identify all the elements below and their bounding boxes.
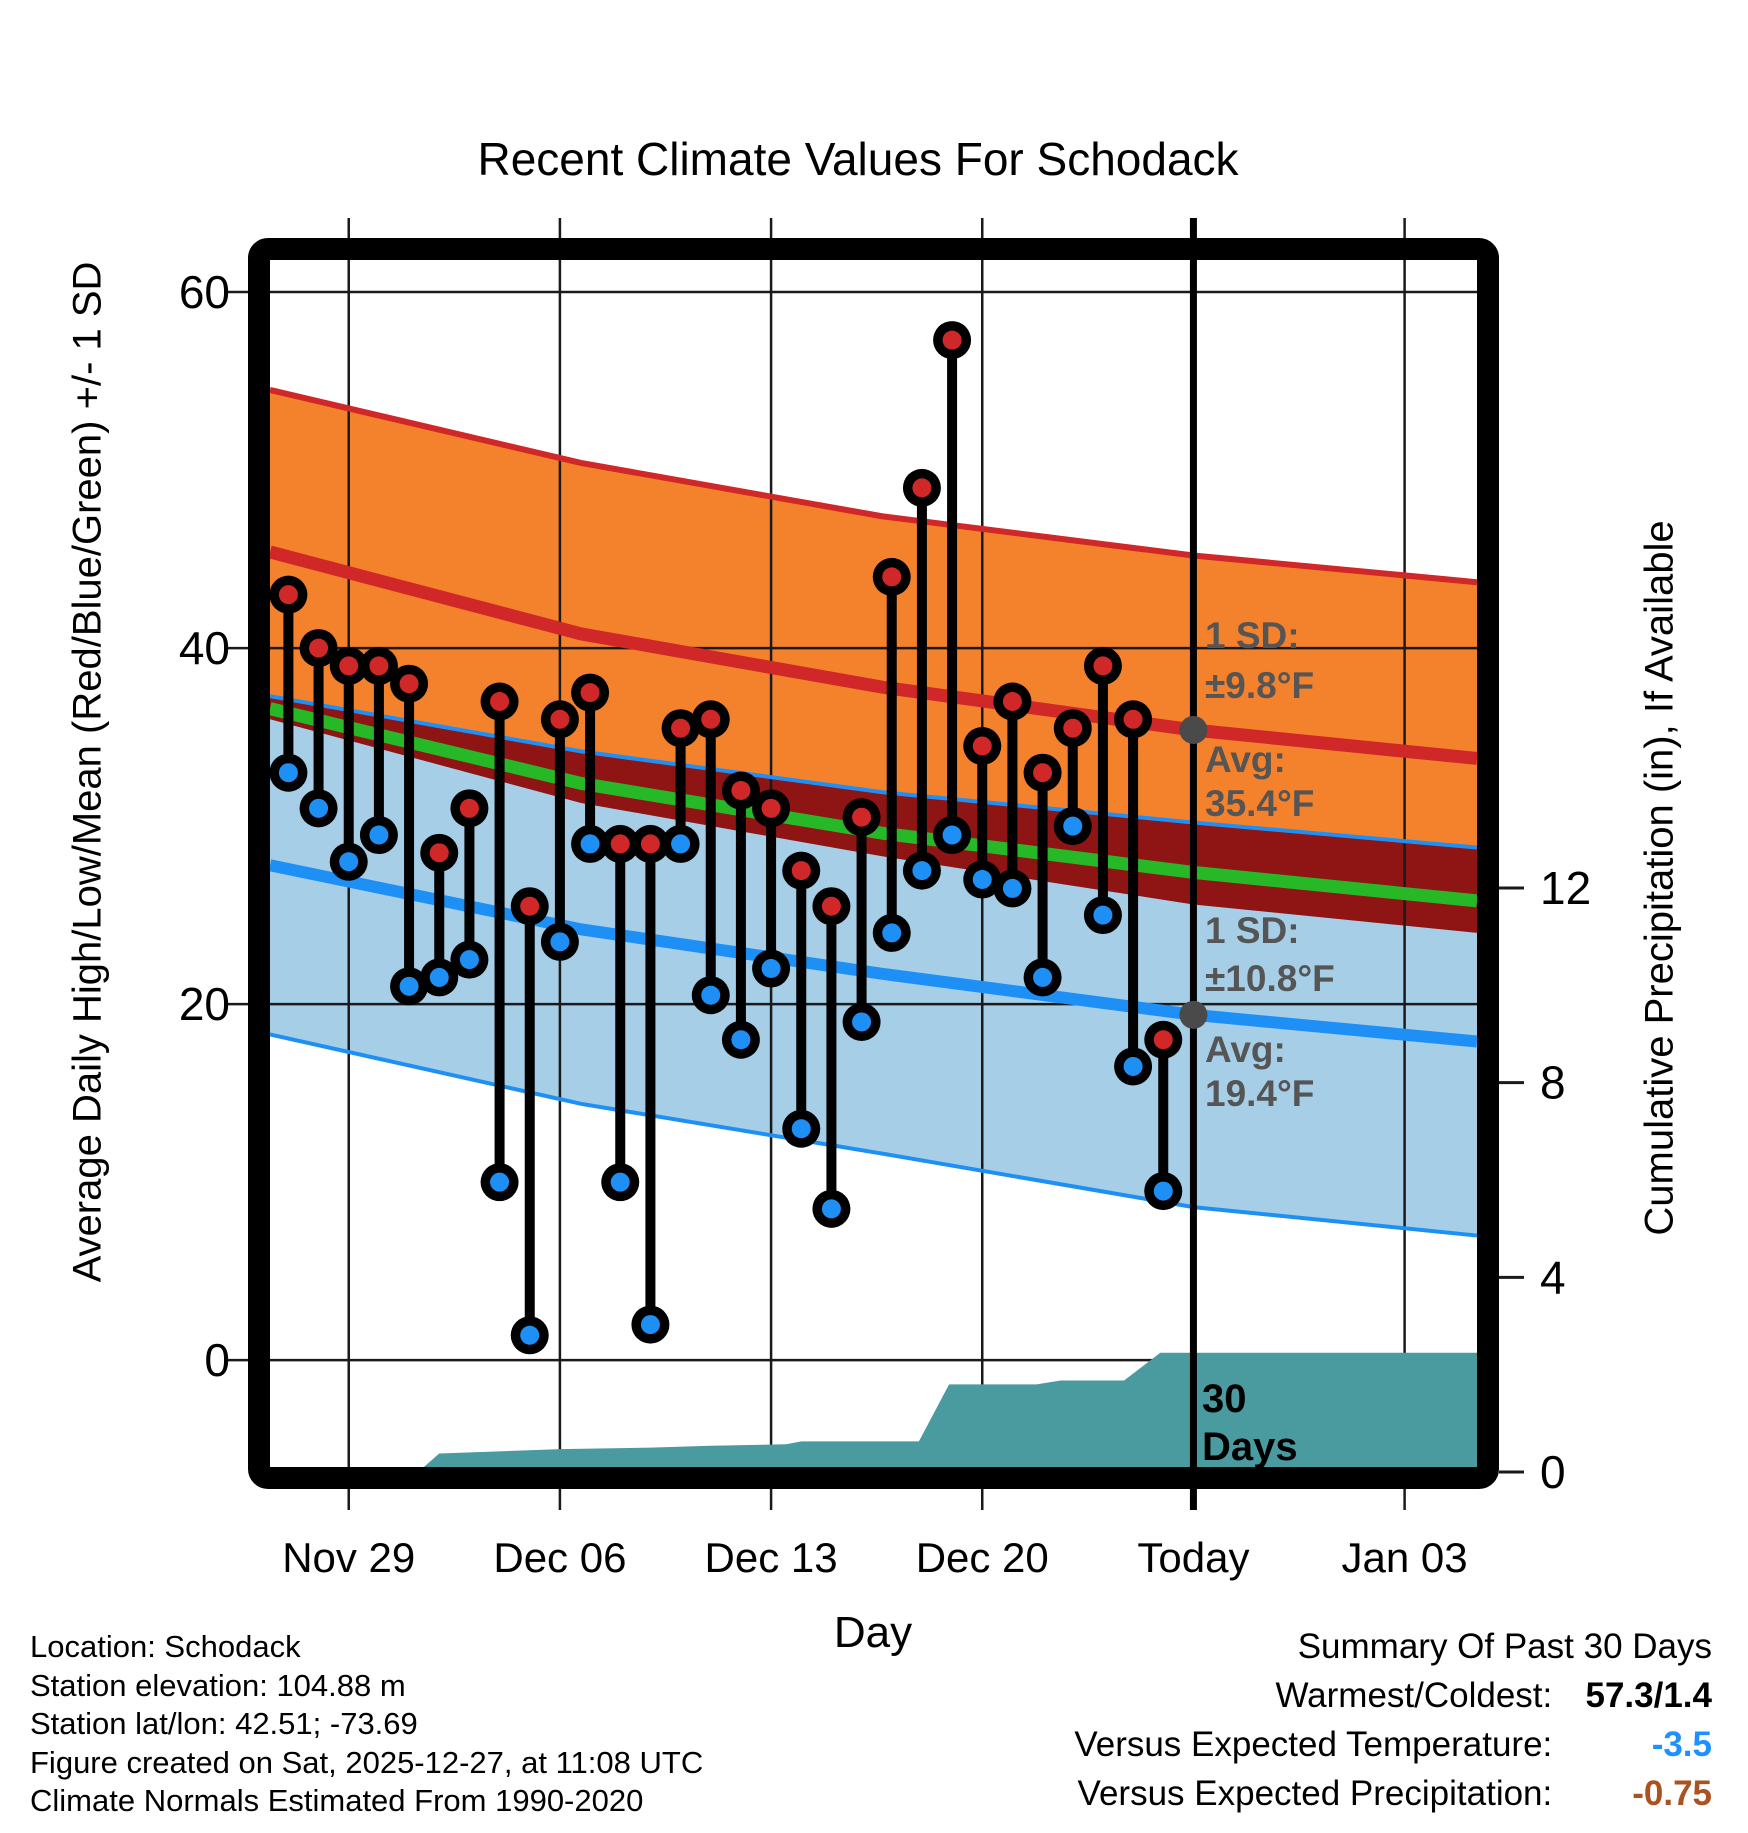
daily-high-dot <box>822 897 841 916</box>
daily-low-dot <box>430 968 449 987</box>
station-metadata <box>30 1628 703 1821</box>
daily-high-dot <box>1003 692 1022 711</box>
daily-low-dot <box>731 1030 750 1049</box>
summary-panel <box>1074 1622 1712 1818</box>
right-axis-label: Cumulative Precipitation (in), If Available <box>1637 520 1682 1236</box>
summary-row-warmest-coldest: Warmest/Coldest: 57.3/1.4 <box>1074 1671 1712 1720</box>
daily-low-dot <box>671 834 690 853</box>
left-axis-label: Average Daily High/Low/Mean (Red/Blue/Green) +/- 1 SD <box>65 261 110 1283</box>
period-days: Days <box>1202 1425 1298 1469</box>
low-avg-label: Avg: <box>1205 1029 1286 1070</box>
left-tick-label: 0 <box>204 1334 230 1387</box>
daily-high-dot <box>882 567 901 586</box>
daily-high-dot <box>400 674 419 693</box>
daily-high-dot <box>1033 763 1052 782</box>
high-sd-value: ±9.8°F <box>1205 665 1315 706</box>
x-tick-label: Dec 06 <box>493 1534 627 1581</box>
daily-high-dot <box>912 478 931 497</box>
page-title: Recent Climate Values For Schodack <box>477 133 1239 185</box>
daily-low-dot <box>369 826 388 845</box>
daily-low-dot <box>973 870 992 889</box>
low-sd-label: 1 SD: <box>1205 910 1300 951</box>
daily-high-dot <box>339 656 358 675</box>
daily-high-dot <box>1093 656 1112 675</box>
daily-high-dot <box>973 737 992 756</box>
summary-row-vs-precipitation: Versus Expected Precipitation: -0.75 <box>1074 1769 1712 1818</box>
x-tick-label: Nov 29 <box>282 1534 416 1581</box>
daily-low-dot <box>550 932 569 951</box>
vs-expected-temperature-value: -3.5 <box>1651 1725 1712 1764</box>
daily-low-dot <box>912 861 931 880</box>
daily-low-dot <box>309 799 328 818</box>
daily-low-dot <box>1154 1182 1173 1201</box>
daily-high-dot <box>309 639 328 658</box>
left-tick-label: 40 <box>178 622 230 675</box>
avg-low-marker <box>1179 1001 1207 1029</box>
station-latlon: Station lat/lon: 42.51; -73.69 <box>30 1706 418 1741</box>
daily-high-dot <box>943 331 962 350</box>
period-30: 30 <box>1202 1377 1247 1421</box>
daily-high-dot <box>1154 1030 1173 1049</box>
daily-low-dot <box>701 986 720 1005</box>
x-tick-label: Today <box>1137 1534 1250 1581</box>
daily-low-dot <box>943 826 962 845</box>
right-tick-label: 4 <box>1540 1251 1566 1304</box>
high-avg-label: Avg: <box>1205 739 1286 780</box>
daily-low-dot <box>339 852 358 871</box>
vs-expected-precipitation-value: -0.75 <box>1632 1774 1712 1813</box>
daily-low-dot <box>1093 906 1112 925</box>
x-axis-label: Day <box>833 1608 913 1657</box>
daily-high-dot <box>369 656 388 675</box>
low-avg-value: 19.4°F <box>1205 1073 1315 1114</box>
daily-low-dot <box>852 1012 871 1031</box>
daily-high-dot <box>460 799 479 818</box>
right-tick-label: 8 <box>1540 1056 1566 1109</box>
right-tick-label: 12 <box>1540 861 1592 914</box>
x-tick-label: Jan 03 <box>1341 1534 1468 1581</box>
daily-low-dot <box>1124 1057 1143 1076</box>
station-location: Location: Schodack <box>30 1629 301 1664</box>
daily-high-dot <box>611 834 630 853</box>
daily-low-dot <box>460 950 479 969</box>
daily-low-dot <box>611 1173 630 1192</box>
station-elevation: Station elevation: 104.88 m <box>30 1667 406 1703</box>
daily-high-dot <box>430 843 449 862</box>
daily-high-dot <box>641 834 660 853</box>
climate-normals-note: Climate Normals Estimated From 1990-2020 <box>30 1783 644 1818</box>
daily-low-dot <box>882 923 901 942</box>
right-tick-label: 0 <box>1540 1446 1566 1498</box>
high-avg-value: 35.4°F <box>1205 783 1315 824</box>
avg-high-marker <box>1179 716 1207 744</box>
daily-low-dot <box>1063 817 1082 836</box>
daily-high-dot <box>490 692 509 711</box>
daily-low-dot <box>490 1173 509 1192</box>
high-sd-label: 1 SD: <box>1205 615 1300 656</box>
daily-high-dot <box>701 710 720 729</box>
daily-low-dot <box>641 1315 660 1334</box>
daily-low-dot <box>1003 879 1022 898</box>
daily-high-dot <box>1124 710 1143 729</box>
daily-low-dot <box>1033 968 1052 987</box>
summary-title: Summary Of Past 30 Days <box>1297 1627 1712 1666</box>
daily-low-dot <box>792 1119 811 1138</box>
daily-high-dot <box>520 897 539 916</box>
summary-row-vs-temperature: Versus Expected Temperature: -3.5 <box>1074 1720 1712 1769</box>
daily-high-dot <box>550 710 569 729</box>
daily-high-dot <box>852 808 871 827</box>
daily-low-dot <box>279 763 298 782</box>
daily-high-dot <box>762 799 781 818</box>
daily-low-dot <box>400 977 419 996</box>
daily-high-dot <box>279 585 298 604</box>
daily-low-dot <box>581 834 600 853</box>
figure-created: Figure created on Sat, 2025-12-27, at 11:08 UTC <box>30 1744 704 1780</box>
daily-low-dot <box>520 1326 539 1345</box>
daily-high-dot <box>792 861 811 880</box>
low-sd-value: ±10.8°F <box>1205 958 1335 999</box>
x-tick-label: Dec 20 <box>915 1534 1049 1581</box>
x-tick-label: Dec 13 <box>704 1534 838 1581</box>
daily-high-dot <box>1063 719 1082 738</box>
daily-high-dot <box>731 781 750 800</box>
daily-high-dot <box>581 683 600 702</box>
daily-low-dot <box>822 1199 841 1218</box>
warmest-coldest-value: 57.3/1.4 <box>1585 1676 1712 1715</box>
left-tick-label: 20 <box>178 978 230 1031</box>
left-tick-label: 60 <box>178 266 230 319</box>
daily-low-dot <box>762 959 781 978</box>
daily-high-dot <box>671 719 690 738</box>
